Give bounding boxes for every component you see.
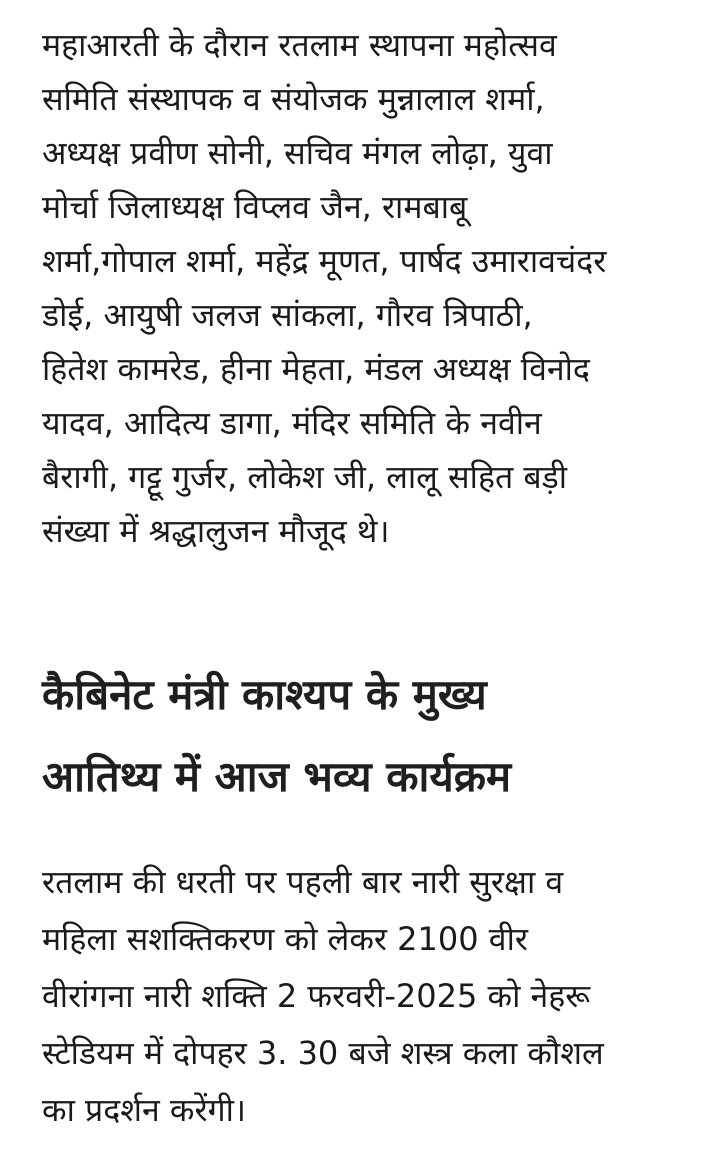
text-line: वीरांगना नारी शक्ति 2 फरवरी-2025 को नेहरू [42,977,591,1015]
text-line: डोई, आयुषी जलज सांकला, गौरव त्रिपाठी, [42,296,533,334]
text-line: महिला सशक्तिकरण को लेकर 2100 वीर [42,920,528,958]
text-line: रतलाम की धरती पर पहली बार नारी सुरक्षा व [42,863,564,901]
text-line: समिति संस्थापक व संयोजक मुन्नालाल शर्मा, [42,80,545,118]
heading-line: कैबिनेट मंत्री काश्यप के मुख्य [42,670,487,719]
text-line: अध्यक्ष प्रवीण सोनी, सचिव मंगल लोढ़ा, युवा [42,134,553,172]
paragraph-2 [42,854,604,1139]
text-line: बैरागी, गट्टू गुर्जर, लोकेश जी, लालू सहित बड़ी [42,458,568,496]
section-heading [42,654,511,818]
text-line: हितेश कामरेड, हीना मेहता, मंडल अध्यक्ष विनोद [42,350,590,388]
text-line: स्टेडियम में दोपहर 3. 30 बजे शस्त्र कला कौशल [42,1034,604,1072]
text-line: संख्या में श्रद्धालुजन मौजूद थे। [42,512,390,550]
text-line: महाआरती के दौरान रतलाम स्थापना महोत्सव [42,26,557,64]
paragraph-1 [42,18,606,558]
text-line: यादव, आदित्य डागा, मंदिर समिति के नवीन [42,404,542,442]
heading-line: आतिथ्य में आज भव्य कार्यक्रम [42,752,512,801]
text-line: शर्मा,गोपाल शर्मा, महेंद्र मूणत, पार्षद उमारावचंदर [42,242,607,280]
text-line: मोर्चा जिलाध्यक्ष विप्लव जैन, रामबाबू [42,188,468,226]
text-line: का प्रदर्शन करेंगी। [42,1091,247,1129]
